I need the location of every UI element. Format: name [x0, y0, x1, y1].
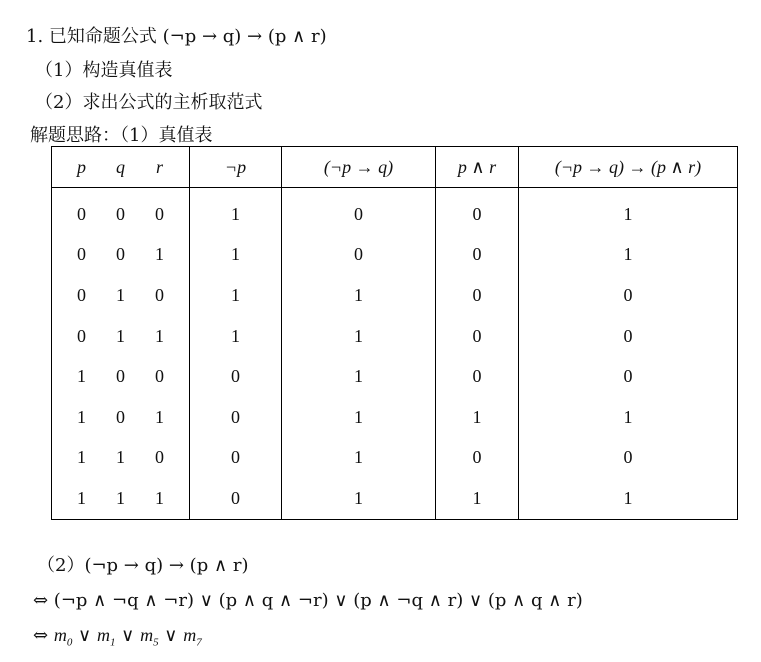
- answer-equivalence-1: ⇔ (¬p ∧ ¬q ∧ ¬r) ∨ (p ∧ q ∧ ¬r) ∨ (p ∧ ¬q ∧ r) ∨ (p ∧ q ∧ r): [33, 590, 583, 611]
- minterm-m1: $m_1$: [96, 625, 116, 649]
- table-row: [52, 188, 738, 235]
- table-cell: 1: [190, 235, 282, 276]
- table-cell: 1: [116, 447, 125, 468]
- cell-pqr: [52, 397, 190, 438]
- solution-idea-heading: 解题思路：（1）真值表: [30, 125, 213, 146]
- table-cell: 0: [282, 188, 436, 235]
- table-cell: 0: [116, 244, 125, 265]
- header-p-and-r: p ∧ r: [436, 147, 519, 188]
- table-cell: 0: [519, 356, 738, 397]
- table-cell: 0: [519, 316, 738, 357]
- table-cell: 1: [436, 478, 519, 519]
- or-symbol: ∨: [72, 625, 97, 646]
- table-cell: 0: [190, 397, 282, 438]
- table-cell: 0: [436, 188, 519, 235]
- header-formula: (¬p → q) → (p ∧ r): [519, 147, 738, 188]
- table-cell: 0: [519, 438, 738, 479]
- table-cell: 1: [519, 478, 738, 519]
- header-pqr: [52, 147, 190, 188]
- sub-question-2: （2）求出公式的主析取范式: [35, 92, 263, 113]
- table-cell: 0: [155, 203, 164, 224]
- table-cell: 0: [282, 235, 436, 276]
- table-cell: 1: [436, 397, 519, 438]
- table-row: [52, 438, 738, 479]
- table-cell: 1: [77, 366, 86, 387]
- table-cell: 0: [436, 316, 519, 357]
- table-cell: 0: [436, 235, 519, 276]
- header-p: p: [77, 156, 86, 177]
- minterm-m0: $m_0$: [53, 625, 73, 649]
- table-cell: 1: [519, 397, 738, 438]
- cell-pqr: [52, 438, 190, 479]
- or-symbol: ∨: [158, 625, 184, 646]
- table-cell: 1: [190, 188, 282, 235]
- table-cell: 1: [116, 487, 125, 508]
- cell-pqr: [52, 275, 190, 316]
- table-cell: 1: [155, 325, 164, 346]
- table-row: [52, 275, 738, 316]
- table-cell: 0: [155, 447, 164, 468]
- answer-label: （2）(¬p → q) → (p ∧ r): [37, 555, 249, 576]
- table-cell: 1: [282, 397, 436, 438]
- table-cell: 0: [519, 275, 738, 316]
- table-cell: 1: [282, 356, 436, 397]
- table-cell: 1: [155, 244, 164, 265]
- table-cell: 0: [77, 284, 86, 305]
- cell-pqr: [52, 356, 190, 397]
- table-cell: 0: [77, 244, 86, 265]
- table-cell: 1: [519, 188, 738, 235]
- header-q: q: [116, 156, 125, 177]
- cell-pqr: [52, 235, 190, 276]
- table-cell: 1: [282, 438, 436, 479]
- table-cell: 0: [436, 438, 519, 479]
- table-cell: 1: [116, 325, 125, 346]
- table-cell: 0: [77, 203, 86, 224]
- table-cell: 1: [282, 275, 436, 316]
- answer-line3-prefix: ⇔: [33, 625, 54, 646]
- table-cell: 0: [155, 284, 164, 305]
- table-cell: 0: [190, 356, 282, 397]
- minterm-m7: $m_7$: [183, 625, 202, 649]
- table-cell: 0: [77, 325, 86, 346]
- table-cell: 1: [190, 316, 282, 357]
- answer-equivalence-2: [33, 625, 202, 649]
- table-cell: 1: [77, 447, 86, 468]
- table-cell: 1: [77, 487, 86, 508]
- table-row: [52, 478, 738, 519]
- table-cell: 1: [282, 478, 436, 519]
- table-cell: 0: [155, 366, 164, 387]
- cell-pqr: [52, 188, 190, 235]
- question-title: 1. 已知命题公式 (¬p → q) → (p ∧ r): [26, 26, 327, 47]
- minterm-m5: $m_5$: [140, 625, 159, 649]
- sub-question-1: （1）构造真值表: [35, 60, 173, 81]
- header-not-p: ¬p: [190, 147, 282, 188]
- table-cell: 0: [116, 366, 125, 387]
- table-cell: 0: [116, 203, 125, 224]
- truth-table-header: [52, 147, 738, 188]
- table-cell: 0: [116, 406, 125, 427]
- table-cell: 0: [190, 478, 282, 519]
- table-cell: 1: [155, 406, 164, 427]
- table-row: [52, 235, 738, 276]
- header-not-p-implies-q: (¬p → q): [282, 147, 436, 188]
- table-cell: 1: [116, 284, 125, 305]
- table-row: [52, 397, 738, 438]
- table-cell: 1: [190, 275, 282, 316]
- table-cell: 1: [519, 235, 738, 276]
- table-cell: 0: [190, 438, 282, 479]
- table-cell: 0: [436, 356, 519, 397]
- table-row: [52, 356, 738, 397]
- header-r: r: [155, 156, 163, 177]
- cell-pqr: [52, 316, 190, 357]
- table-cell: 0: [436, 275, 519, 316]
- table-cell: 1: [155, 487, 164, 508]
- truth-table: [51, 146, 738, 520]
- table-cell: 1: [282, 316, 436, 357]
- cell-pqr: [52, 478, 190, 519]
- table-row: [52, 316, 738, 357]
- table-cell: 1: [77, 406, 86, 427]
- or-symbol: ∨: [115, 625, 141, 646]
